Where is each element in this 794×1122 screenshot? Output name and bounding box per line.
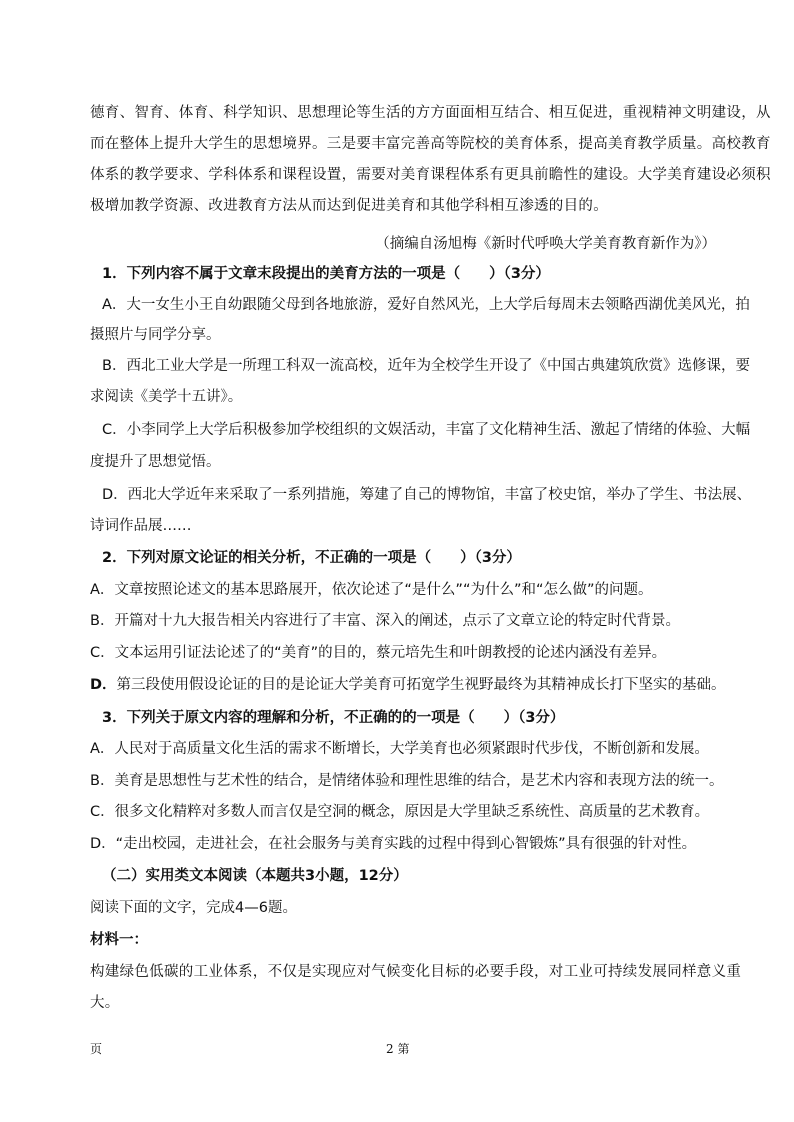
q1-option-d-cont: 诗词作品展…… xyxy=(90,518,192,534)
q2-option-d-text: 第三段使用假设论证的目的是论证大学美育可拓宽学生视野最终为其精神成长打下坚实的基础。 xyxy=(116,677,726,693)
material-1-label: 材料一： xyxy=(90,932,148,948)
passage-line: 德育、智育、体育、科学知识、思想理论等生活的方方面面相互结合、相互促进，重视精神文明建设，从 xyxy=(90,105,771,121)
q1-option-c-cont: 度提升了思想觉悟。 xyxy=(90,454,221,470)
q3-option-c: C．很多文化精粹对多数人而言仅是空洞的概念，原因是大学里缺乏系统性、高质量的艺术教育。 xyxy=(90,804,710,820)
q2-option-a: A．文章按照论述文的基本思路展开，依次论述了“是什么”“为什么”和“怎么做”的问题。 xyxy=(90,582,653,598)
q1-option-b: B．西北工业大学是一所理工科双一流高校，近年为全校学生开设了《中国古典建筑欣赏》选修课，要 xyxy=(102,358,750,374)
material-1-line: 构建绿色低碳的工业体系，不仅是实现应对气候变化目标的必要手段，对工业可持续发展同样意义重 xyxy=(90,964,742,980)
q3-option-b: B．美育是思想性与艺术性的结合，是情绪体验和理性思维的结合，是艺术内容和表现方法的统一。 xyxy=(90,773,724,789)
section-2-instruction: 阅读下面的文字，完成4—6题。 xyxy=(90,900,297,916)
section-2-title: （二）实用类文本阅读（本题共3小题，12分） xyxy=(102,868,408,884)
q2-option-b: B．开篇对十九大报告相关内容进行了丰富、深入的阐述，点示了文章立论的特定时代背景。 xyxy=(90,613,680,629)
q1-option-a: A．大一女生小王自幼跟随父母到各地旅游，爱好自然风光，上大学后每周末去领略西湖优美风光，拍 xyxy=(102,297,750,313)
q2-option-d-letter: D． xyxy=(90,677,117,693)
material-1-line: 大。 xyxy=(90,995,120,1011)
q2-option-d xyxy=(90,675,726,695)
q1-option-b-cont: 求阅读《美学十五讲》。 xyxy=(90,389,243,405)
passage-line: 极增加教学资源、改进教育方法从而达到促进美育和其他学科相互渗透的目的。 xyxy=(90,198,608,214)
q1-option-c: C．小李同学上大学后积极参加学校组织的文娱活动，丰富了文化精神生活、激起了情绪的体验、大幅 xyxy=(102,422,751,438)
q1-option-a-cont: 摄照片与同学分享。 xyxy=(90,327,221,343)
q3-option-d: D．“走出校园，走进社会，在社会服务与美育实践的过程中得到心智锻炼”具有很强的针对性。 xyxy=(90,836,697,852)
passage-source: （摘编自汤旭梅《新时代呼唤大学美育教育新作为》） xyxy=(375,236,716,252)
q2-option-c: C．文本运用引证法论述了的“美育”的目的，蔡元培先生和叶朗教授的论述内涵没有差异。 xyxy=(90,645,667,661)
passage-line: 而在整体上提升大学生的思想境界。三是要丰富完善高等院校的美育体系，提高美育教学质量。高校教育 xyxy=(90,136,771,152)
page-number: 2 第 xyxy=(386,1042,410,1056)
question-1-stem: 1．下列内容不属于文章末段提出的美育方法的一项是（ ）（3分） xyxy=(102,266,550,282)
question-3-stem: 3．下列关于原文内容的理解和分析，不正确的的一项是（ ）（3分） xyxy=(102,710,565,726)
passage-line: 体系的教学要求、学科体系和课程设置，需要对美育课程体系有更具前瞻性的建设。大学美育建设必须积 xyxy=(90,167,771,183)
q3-option-a: A．人民对于高质量文化生活的需求不断增长，大学美育也必须紧跟时代步伐，不断创新和发展。 xyxy=(90,741,709,757)
question-2-stem: 2．下列对原文论证的相关分析，不正确的一项是（ ）（3分） xyxy=(102,550,521,566)
footer-left: 页 xyxy=(90,1042,103,1056)
q1-option-d: D．西北大学近年来采取了一系列措施，筹建了自己的博物馆，丰富了校史馆，举办了学生、书法展、 xyxy=(102,487,752,503)
